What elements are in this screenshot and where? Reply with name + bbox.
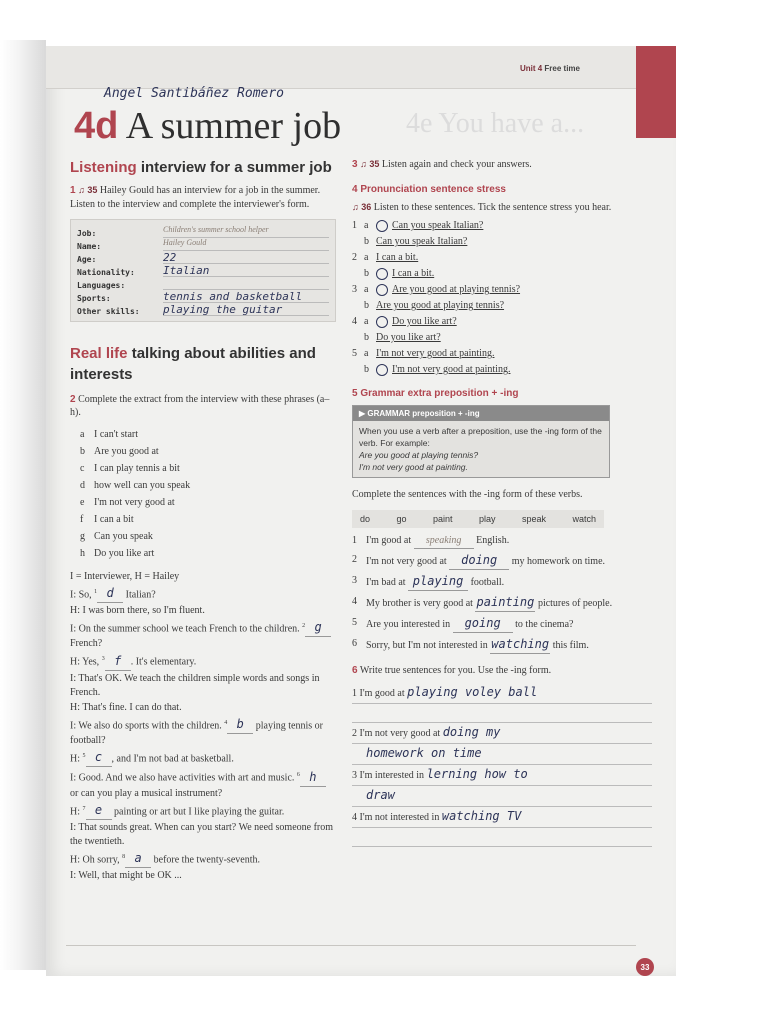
pronunciation-item — [352, 362, 652, 378]
exercise-6 — [352, 664, 652, 678]
dialog-text: H: — [70, 806, 83, 818]
handwritten-answer: a — [134, 851, 142, 866]
instruction-text: Write true sentences for you. Use the -ing form. — [359, 664, 552, 676]
form-value: tennis and basketball — [163, 290, 329, 303]
page-number: 33 — [636, 958, 654, 976]
sentence-line-continued — [352, 786, 652, 807]
dialog-text: H: Yes, — [70, 656, 102, 668]
tick-circle-icon — [376, 316, 388, 328]
dialog-text: H: That's fine. I can do that. — [70, 701, 182, 713]
item-letter: a — [364, 252, 369, 263]
grammar-body — [353, 421, 609, 477]
dialog-intro: I = Interviewer, H = Hailey — [70, 570, 180, 582]
grammar-example: I'm not very good at painting. — [359, 462, 468, 472]
word-bank — [352, 510, 604, 528]
dialog-text: I: So, — [70, 589, 95, 601]
word-bank-item: play — [478, 513, 496, 524]
phrase-list — [80, 426, 335, 562]
sentence: Can you speak Italian? — [376, 236, 468, 247]
exercise-5-items — [352, 534, 652, 654]
gap-number: 2 — [302, 623, 306, 630]
dialog-text: H: Oh sorry, — [70, 854, 123, 866]
item-number: 2 — [352, 553, 357, 565]
pronunciation-item — [352, 250, 652, 266]
pronunciation-item — [352, 234, 652, 250]
phrase-text: Do you like art — [94, 547, 155, 559]
item-body — [366, 534, 509, 549]
form-value: Children's summer school helper — [163, 225, 329, 238]
instruction-text: Complete the extract from the interview with these phrases (a–h). — [70, 393, 330, 419]
item-text: My brother is very good at — [366, 597, 476, 609]
form-label: Nationality: — [77, 268, 135, 278]
phrase-letter: c — [80, 462, 85, 474]
unit-label — [520, 64, 580, 73]
item-text: I'm good at — [359, 688, 408, 699]
exercise-3 — [352, 158, 652, 172]
track-number: 35 — [369, 159, 380, 169]
item-number: 1 — [352, 688, 357, 699]
sentence: Are you good at playing tennis? — [376, 300, 505, 311]
sentence: Are you good at playing tennis? — [392, 284, 521, 295]
item-body — [366, 637, 589, 654]
item-number: 2 — [352, 728, 357, 739]
phrase-text: I can play tennis a bit — [94, 462, 180, 474]
phrase-item — [80, 426, 335, 443]
handwritten-answer: doing my — [442, 725, 501, 739]
dialog-text: . It's elementary. — [130, 656, 197, 668]
sentence: I'm not very good at painting. — [376, 348, 495, 359]
item-text: I'm good at — [366, 534, 414, 546]
phrase-letter: g — [80, 530, 85, 542]
phrase-item — [80, 545, 335, 562]
answer-blank — [105, 654, 131, 671]
phrase-text: Are you good at — [94, 445, 159, 457]
item-text: football. — [468, 576, 505, 588]
answer-blank — [490, 637, 550, 654]
item-text: English. — [473, 534, 510, 546]
exercise-5-heading — [352, 388, 652, 399]
exercise-4-instruction — [352, 201, 652, 215]
handwritten-answer: h — [309, 769, 317, 784]
right-column — [352, 158, 652, 847]
exercise-5-instruction: Complete the sentences with the -ing form of these verbs. — [352, 489, 583, 500]
phrase-text: I'm not very good at — [94, 496, 175, 508]
grammar-title: GRAMMAR preposition + -ing — [367, 409, 480, 418]
track-number: 35 — [87, 185, 98, 196]
handwritten-answer: e — [94, 803, 103, 818]
word-bank-item: go — [396, 513, 407, 524]
item-text: I'm not interested in — [359, 812, 442, 823]
form-row — [77, 303, 329, 316]
dialog-text: I: Good. And we also have activities with art and music. — [70, 772, 297, 784]
heading-accent: Listening — [70, 159, 137, 176]
answer-blank — [414, 534, 474, 549]
dialog-text: I: We also do sports with the children. — [70, 720, 225, 732]
item-text: Are you interested in — [366, 618, 453, 630]
phrase-text: I can't start — [94, 428, 139, 440]
audio-track: ♫ 35 — [78, 185, 98, 196]
exercise-2 — [70, 393, 335, 420]
tick-circle-icon — [376, 364, 388, 376]
form-value: 22 — [163, 251, 329, 264]
sentence-line-continued — [352, 744, 652, 765]
bottom-rule — [66, 945, 636, 946]
sentence: Do you like art? — [392, 316, 457, 327]
audio-track: ♫ 35 — [360, 159, 380, 169]
handwritten-answer: g — [314, 620, 322, 635]
item-number: 3 — [352, 284, 357, 295]
answer: painting — [476, 594, 535, 609]
pronunciation-item — [352, 346, 652, 362]
gap-number: 3 — [101, 656, 105, 663]
dialog-text: I: That's OK. We teach the children simple words and songs in French. — [70, 672, 320, 698]
heading-accent: Real life — [70, 345, 128, 363]
student-name: Angel Santibáñez Romero — [104, 86, 285, 101]
gap-number: 4 — [224, 719, 228, 726]
answer-blank — [300, 770, 326, 787]
dialog-line — [70, 768, 335, 800]
phrase-item — [80, 528, 335, 545]
item-number: 4 — [352, 812, 357, 823]
exercise-number: 5 — [352, 388, 358, 399]
phrase-text: how well can you speak — [94, 479, 191, 491]
pronunciation-item — [352, 266, 652, 282]
phrase-item — [80, 477, 335, 494]
form-row — [77, 290, 329, 303]
dialog-text: I: On the summer school we teach French to the children. — [70, 623, 303, 635]
grammar-head: ▶ GRAMMAR preposition + -ing — [353, 406, 609, 421]
item-text: to the cinema? — [512, 618, 574, 630]
answer-blank — [97, 586, 123, 603]
form-label: Languages: — [77, 281, 126, 291]
form-value: playing the guitar — [163, 303, 329, 316]
form-row — [77, 225, 329, 238]
grammar-rule: When you use a verb after a preposition, use the -ing form of the verb. For example: — [359, 426, 602, 448]
form-row — [77, 264, 329, 277]
item-letter: b — [364, 236, 369, 247]
dialog-text: or can you play a musical instrument? — [70, 787, 223, 799]
answer: playing — [412, 573, 464, 588]
dialog-text: playing tennis or football? — [70, 720, 323, 747]
item-letter: a — [364, 348, 369, 359]
answer-blank — [305, 620, 331, 637]
instruction-text: Listen again and check your answers. — [381, 159, 532, 170]
exercise-item — [352, 553, 652, 570]
pronunciation-item — [352, 282, 652, 298]
lesson-title: A summer job — [125, 105, 342, 147]
ghost-title: 4e You have a... — [406, 108, 585, 139]
phrase-item — [80, 460, 335, 477]
left-column — [70, 158, 335, 884]
word-bank-item: watch — [572, 513, 596, 524]
gap-number: 8 — [122, 854, 126, 861]
item-body — [366, 616, 573, 633]
item-body — [366, 553, 605, 570]
sentence-line — [352, 765, 652, 786]
dialog-line — [70, 672, 335, 700]
item-letter: b — [364, 364, 369, 375]
track-number: 36 — [361, 201, 372, 212]
answer-blank — [475, 595, 535, 612]
item-number: 3 — [352, 574, 357, 586]
form-value: Hailey Gould — [163, 238, 329, 251]
form-label: Age: — [77, 255, 97, 265]
gap-number: 7 — [82, 805, 86, 812]
page-title — [74, 104, 341, 148]
dialog-line — [70, 604, 335, 618]
answer: going — [464, 615, 501, 630]
phrase-letter: f — [80, 513, 84, 525]
exercise-item — [352, 574, 652, 591]
item-text: I'm bad at — [366, 576, 409, 588]
answer: watching — [491, 636, 550, 651]
exercise-1 — [70, 184, 335, 211]
item-number: 4 — [352, 316, 357, 327]
item-letter: a — [364, 220, 369, 231]
left-page-edge — [0, 40, 46, 970]
dialog-text: , and I'm not bad at basketball. — [111, 753, 234, 765]
item-number: 3 — [352, 770, 357, 781]
answer-blank — [86, 750, 112, 767]
exercise-item — [352, 637, 652, 654]
item-letter: b — [364, 332, 369, 343]
handwritten-answer: watching TV — [441, 809, 522, 823]
item-text: pictures of people. — [535, 597, 613, 609]
exercise-number: 3 — [352, 159, 358, 170]
grammar-box — [352, 405, 610, 478]
sentence-line — [352, 807, 652, 828]
dialog-line — [70, 850, 335, 868]
dialog-text: H: — [70, 753, 83, 765]
item-text: I'm not very good at — [366, 555, 450, 567]
instruction-text: Hailey Gould has an interview for a job in the summer. Listen to the interview and complete the interviewer's form. — [70, 185, 321, 210]
dialog-text: French? — [70, 638, 103, 650]
form-row — [77, 238, 329, 251]
dialog-line — [70, 869, 335, 883]
handwritten-answer: f — [114, 653, 122, 668]
word-bank-item: paint — [432, 513, 453, 524]
interview-form — [70, 219, 336, 322]
dialog-text: H: I was born there, so I'm fluent. — [70, 605, 205, 617]
handwritten-answer: d — [106, 586, 114, 601]
phrase-letter: h — [80, 547, 85, 559]
sentence-line-continued — [352, 828, 652, 847]
form-label: Sports: — [77, 294, 111, 304]
tick-circle-icon — [376, 220, 388, 232]
item-number: 4 — [352, 595, 357, 607]
answer-blank — [227, 717, 253, 734]
dialog-text: I: That sounds great. When can you start? We need someone from the twentieth. — [70, 822, 334, 848]
dialog-line — [70, 749, 335, 767]
listening-heading — [70, 158, 335, 178]
word-bank-item: speak — [521, 513, 546, 524]
exercise-number: 2 — [70, 393, 76, 405]
handwritten-answer: homework on time — [366, 746, 482, 760]
sentence-line — [352, 723, 652, 744]
sentence-line — [352, 683, 652, 704]
phrase-item — [80, 443, 335, 460]
phrase-letter: d — [80, 479, 85, 491]
dialog-line — [70, 701, 335, 715]
phrase-text: Can you speak — [94, 530, 153, 542]
handwritten-answer: b — [236, 717, 244, 732]
answer-blank — [86, 803, 112, 820]
item-number: 1 — [352, 534, 357, 546]
dialog-line — [70, 716, 335, 748]
dialog-text: I: Well, that might be OK ... — [70, 870, 182, 882]
handwritten-answer: draw — [366, 788, 395, 802]
dialog-line — [70, 802, 335, 820]
item-letter: a — [364, 316, 369, 327]
dialog-lines — [70, 585, 335, 884]
answer: doing — [461, 552, 498, 567]
heading-rest: talking about abilities and interests — [70, 345, 316, 383]
dialog-text: Italian? — [123, 589, 156, 601]
item-number: 5 — [352, 348, 357, 359]
dialog-line — [70, 652, 335, 670]
pronunciation-list — [352, 218, 652, 378]
sentence-line-continued — [352, 704, 652, 723]
sentence: Do you like art? — [376, 332, 441, 343]
phrase-letter: a — [80, 428, 85, 440]
unit-topic: Free time — [544, 64, 580, 73]
sentence: I'm not very good at painting. — [392, 364, 511, 375]
dialog-line — [70, 585, 335, 603]
tick-circle-icon — [376, 284, 388, 296]
grammar-example: Are you good at playing tennis? — [359, 450, 479, 460]
header-bar — [46, 46, 636, 89]
phrase-item — [80, 511, 335, 528]
handwritten-answer: lerning how to — [426, 767, 528, 781]
lesson-number: 4d — [74, 105, 119, 147]
phrase-item — [80, 494, 335, 511]
instruction-text: Listen to these sentences. Tick the sentence stress you hear. — [373, 201, 612, 213]
handwritten-answer: playing voley ball — [407, 685, 538, 699]
form-label: Name: — [77, 242, 102, 252]
item-body — [366, 595, 612, 612]
item-number: 1 — [352, 220, 357, 231]
pronunciation-item — [352, 298, 652, 314]
dialog-line — [70, 619, 335, 651]
unit-number: Unit 4 — [519, 64, 543, 73]
sentence: I can a bit. — [376, 252, 419, 263]
sentence: Can you speak Italian? — [392, 220, 484, 231]
form-label: Job: — [77, 229, 97, 239]
exercise-4-heading — [352, 184, 652, 195]
form-value — [163, 277, 329, 290]
item-number: 5 — [352, 616, 357, 628]
item-text: Sorry, but I'm not interested in — [366, 639, 491, 651]
exercise-item — [352, 616, 652, 633]
item-body — [366, 574, 504, 591]
gap-number: 5 — [82, 753, 86, 760]
dialog-line — [70, 821, 335, 849]
answer-blank — [449, 553, 509, 570]
handwritten-answer: c — [94, 750, 103, 765]
exercise-item — [352, 534, 652, 549]
answer-blank — [125, 851, 151, 868]
gap-number: 6 — [296, 772, 300, 779]
heading-rest: interview for a summer job — [140, 159, 332, 176]
dialog — [70, 570, 335, 884]
phrase-text: I can a bit — [94, 513, 134, 525]
item-text: I'm interested in — [359, 770, 427, 781]
phrase-letter: e — [80, 496, 85, 508]
item-letter: b — [364, 268, 369, 279]
word-bank-item: do — [360, 513, 371, 524]
item-number: 6 — [352, 637, 357, 649]
answer: speaking — [425, 534, 462, 546]
exercise-heading: Grammar extra preposition + -ing — [360, 388, 519, 399]
dialog-text: before the twenty-seventh. — [151, 854, 260, 866]
gap-number: 1 — [94, 588, 98, 595]
item-letter: a — [364, 284, 369, 295]
exercise-number: 1 — [70, 185, 76, 197]
item-text: my homework on time. — [509, 555, 606, 567]
item-number: 2 — [352, 252, 357, 263]
exercise-number: 4 — [352, 183, 358, 195]
exercise-number: 6 — [352, 664, 358, 676]
red-tab — [636, 46, 676, 138]
form-row — [77, 251, 329, 264]
pronunciation-item — [352, 330, 652, 346]
form-row — [77, 277, 329, 290]
pronunciation-item — [352, 314, 652, 330]
audio-track: ♫ 36 — [352, 201, 372, 212]
exercise-item — [352, 595, 652, 612]
item-letter: b — [364, 300, 369, 311]
exercise-6-items — [352, 683, 652, 847]
answer-blank — [408, 574, 468, 591]
form-value: Italian — [163, 264, 329, 277]
item-text: this film. — [550, 639, 589, 651]
phrase-letter: b — [80, 445, 85, 457]
form-label: Other skills: — [77, 307, 140, 317]
workbook-page — [46, 46, 676, 976]
sentence: I can a bit. — [392, 268, 435, 279]
exercise-heading: Pronunciation sentence stress — [360, 183, 506, 195]
dialog-text: painting or art but I like playing the guitar. — [111, 806, 285, 818]
tick-circle-icon — [376, 268, 388, 280]
item-text: I'm not very good at — [359, 728, 443, 739]
answer-blank — [453, 616, 513, 633]
pronunciation-item — [352, 218, 652, 234]
reallife-heading — [70, 344, 335, 385]
